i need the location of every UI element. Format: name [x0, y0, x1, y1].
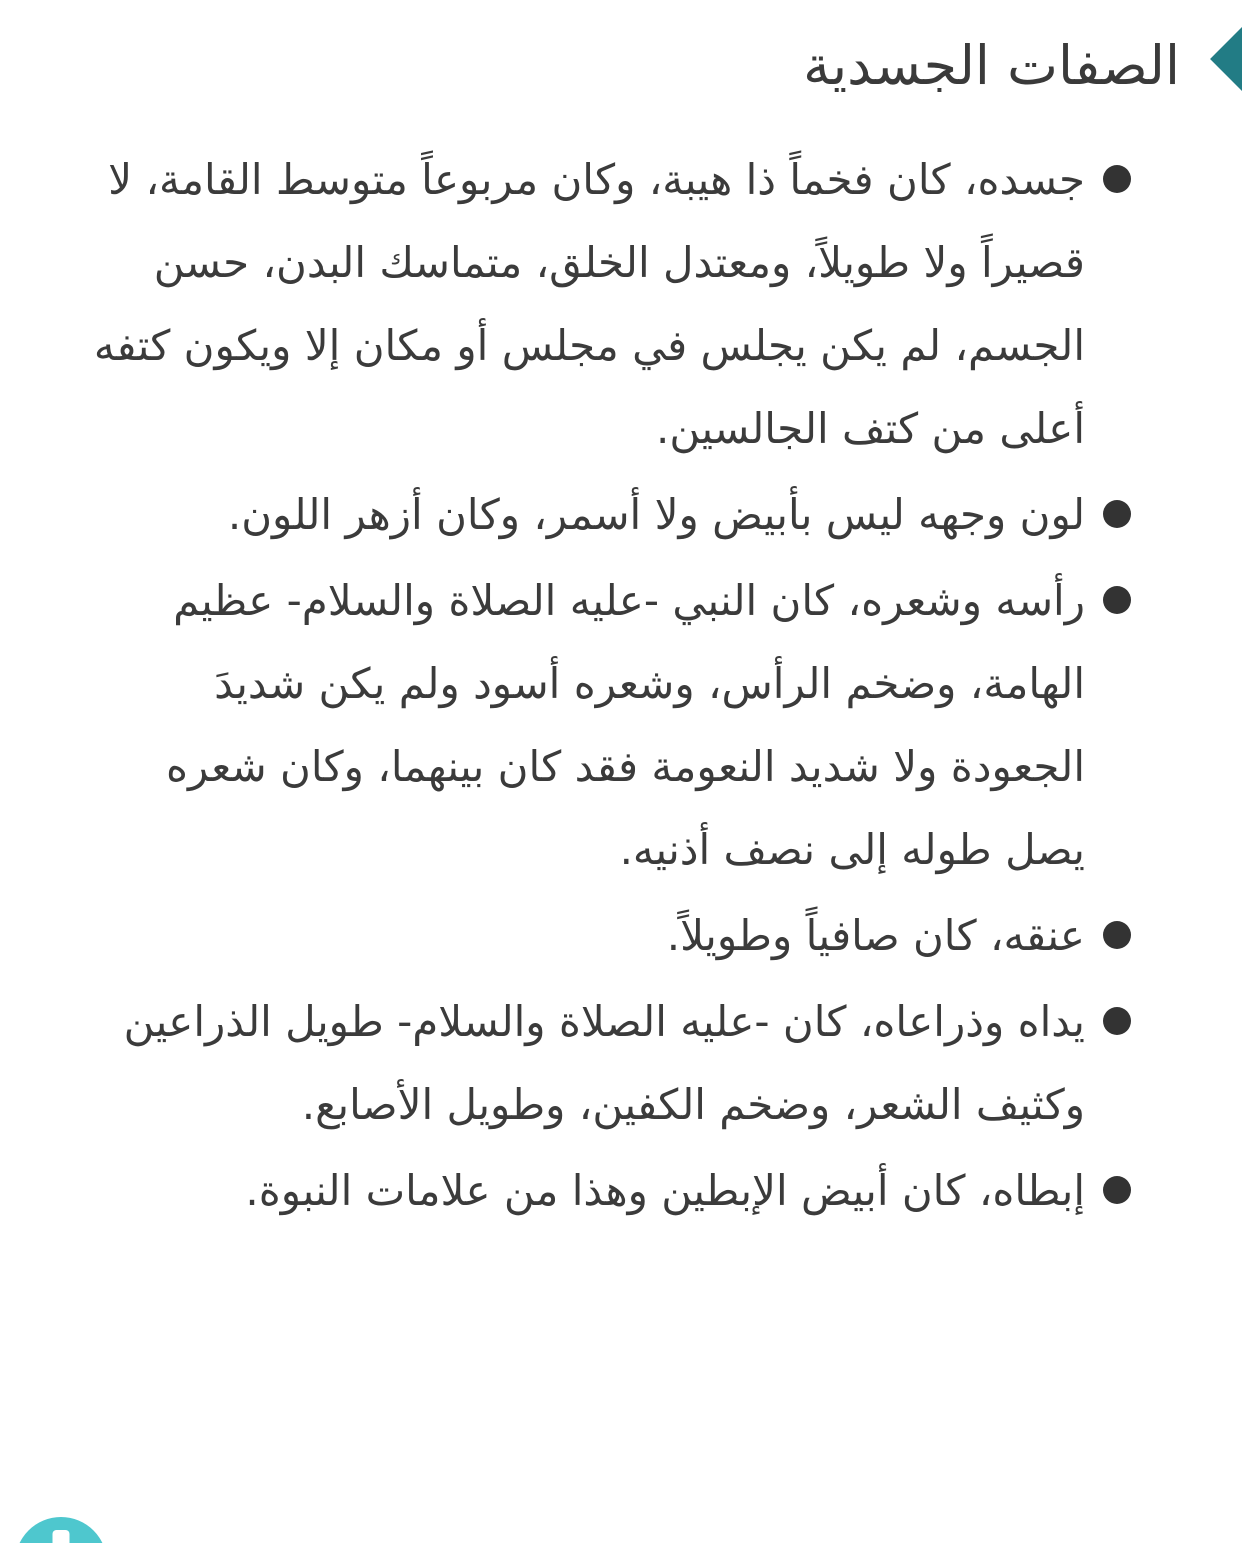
list-item: جسده، كان فخماً ذا هيبة، وكان مربوعاً متوسط القامة، لا قصيراً ولا طويلاً، ومعتدل الخلق، متماسك البدن، حسن الجسم، لم يكن يجلس في مجلس أو مكان إلا ويكون كتفه أعلى من كتف الجالسين.	[88, 138, 1085, 470]
section-header	[0, 0, 1242, 116]
section-title: الصفات الجسدية	[803, 34, 1180, 97]
fab-icon	[53, 1530, 70, 1543]
floating-action-button[interactable]	[15, 1517, 107, 1543]
list-item: يداه وذراعاه، كان -عليه الصلاة والسلام- طويل الذراعين وكثيف الشعر، وضخم الكفين، وطويل الأصابع.	[88, 980, 1085, 1146]
list-item: إبطاه، كان أبيض الإبطين وهذا من علامات النبوة.	[88, 1149, 1085, 1232]
list-item: رأسه وشعره، كان النبي -عليه الصلاة والسلام- عظيم الهامة، وضخم الرأس، وشعره أسود ولم يكن شديدَ الجعودة ولا شديد النعومة فقد كان بينهما، وكان شعره يصل طوله إلى نصف أذنيه.	[88, 559, 1085, 891]
bullet-list	[88, 138, 1085, 1232]
list-item: لون وجهه ليس بأبيض ولا أسمر، وكان أزهر اللون.	[88, 473, 1085, 556]
list-item: عنقه، كان صافياً وطويلاً.	[88, 894, 1085, 977]
